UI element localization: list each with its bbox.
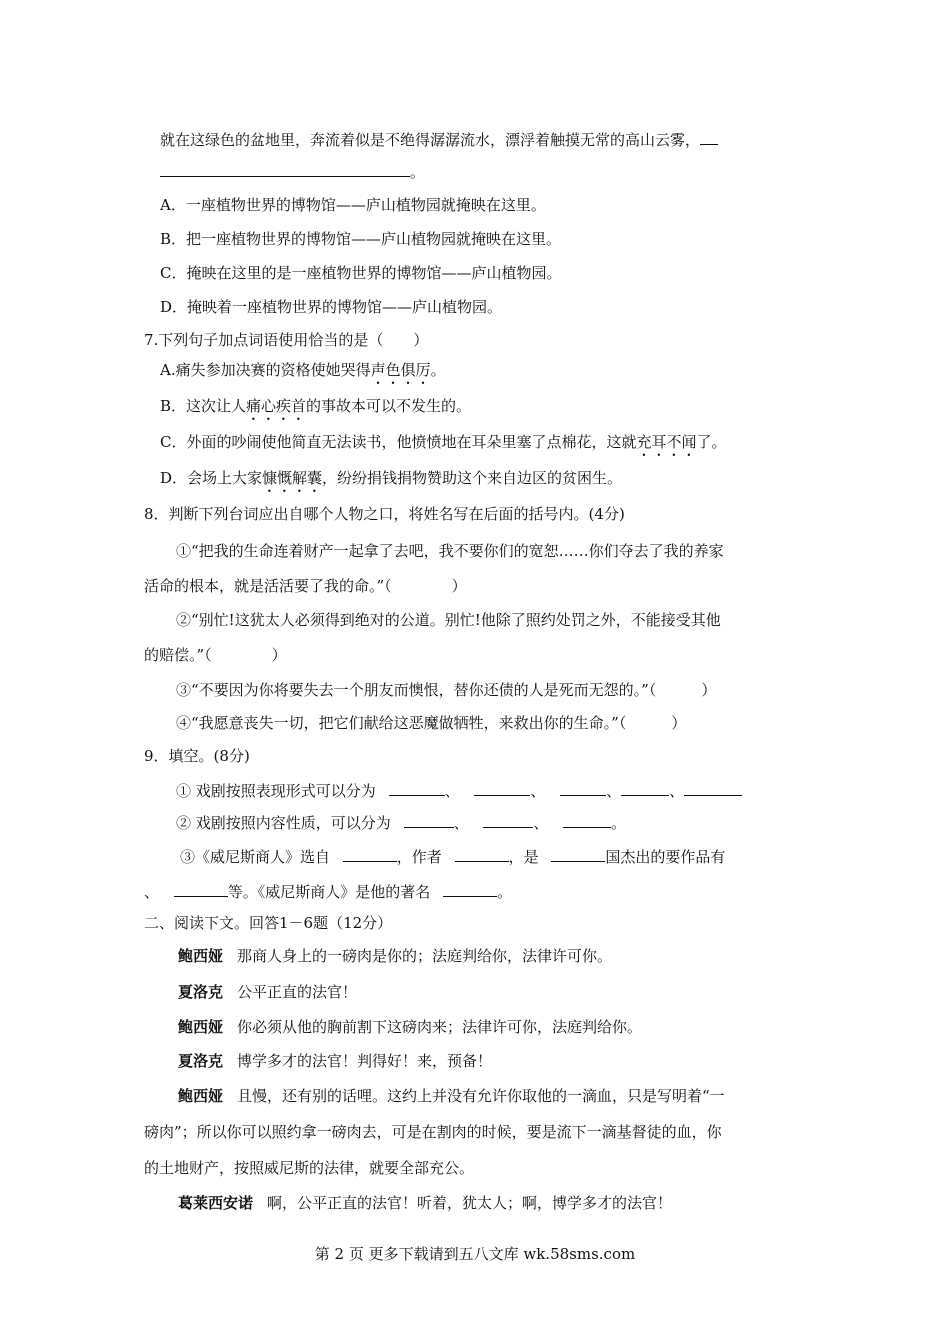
q8-quote-1-cont: 活命的根本，就是活活要了我的命。”（ ）: [144, 577, 467, 595]
q7-option-c: C．外面的吵闹使他简直无法读书，他愤愤地在耳朵里塞了点棉花，这就充耳不闻了。: [160, 433, 727, 451]
answer-blank[interactable]: [343, 845, 397, 862]
dialogue-line: 鲍西娅 那商人身上的一磅肉是你的；法庭判给你，法律许可你。: [178, 947, 613, 965]
speaker-name: 鲍西娅: [178, 1087, 224, 1105]
dotted-term: 充耳不闻: [636, 433, 697, 451]
dialogue-line: 葛莱西安诺 啊，公平正直的法官！听着，犹太人；啊，博学多才的法官！: [178, 1194, 673, 1212]
answer-blank[interactable]: [474, 779, 530, 796]
speaker-name: 夏洛克: [178, 1052, 224, 1070]
q7-option-d: D．会场上大家慷慨解囊，纷纷捐钱捐物赞助这个来自边区的贫困生。: [160, 469, 623, 487]
answer-blank[interactable]: [551, 845, 605, 862]
q9-line-3: ③《威尼斯商人》选自 ，作者 ，是 国杰出的要作品有: [180, 845, 725, 868]
dialogue-line: 夏洛克 博学多才的法官！判得好！来，预备！: [178, 1052, 493, 1070]
dialogue-line: 夏洛克 公平正直的法官！: [178, 983, 358, 1001]
speaker-name: 鲍西娅: [178, 1018, 224, 1036]
dotted-term: 慷慨解囊: [262, 469, 323, 487]
q9-line-1: ① 戏剧按照表现形式可以分为 、 、 、 、: [176, 779, 742, 802]
answer-blank[interactable]: [563, 811, 611, 828]
dialogue-cont: 的土地财产，按照威尼斯的法律，就要全部充公。: [144, 1159, 475, 1177]
answer-blank[interactable]: [483, 811, 533, 828]
speaker-name: 葛莱西安诺: [178, 1194, 254, 1212]
q6-option-c: C．掩映在这里的是一座植物世界的博物馆——庐山植物园。: [160, 264, 562, 282]
speaker-name: 鲍西娅: [178, 947, 224, 965]
q6-option-a: A．一座植物世界的博物馆——庐山植物园就掩映在这里。: [160, 196, 546, 214]
dialogue-cont: 磅肉”；所以你可以照约拿一磅肉去，可是在割肉的时候，要是流下一滴基督徒的血，你: [144, 1123, 722, 1141]
q8-quote-3: ③“不要因为你将要失去一个朋友而懊恨，替你还债的人是死而无怨的。”（ ）: [176, 681, 717, 699]
q8-title: 8．判断下列台词应出自哪个人物之口，将姓名写在后面的括号内。(4分): [144, 505, 625, 523]
answer-blank[interactable]: [174, 880, 228, 897]
q7-option-a: A.痛失参加决赛的资格使她哭得声色俱厉。: [160, 361, 446, 379]
speaker-name: 夏洛克: [178, 983, 224, 1001]
dialogue-line: 鲍西娅 你必须从他的胸前割下这磅肉来；法律许可你，法庭判给你。: [178, 1018, 643, 1036]
q8-quote-4: ④“我愿意丧失一切，把它们献给这恶魔做牺牲，来救出你的生命。”（ ）: [176, 714, 687, 732]
q9-title: 9．填空。(8分): [144, 747, 250, 765]
answer-blank[interactable]: [443, 880, 497, 897]
answer-blank[interactable]: [404, 811, 454, 828]
dialogue-line: 鲍西娅 且慢，还有别的话哩。这约上并没有允许你取他的一滴血，只是写明着“一: [178, 1087, 725, 1105]
q6-option-b: B．把一座植物世界的博物馆——庐山植物园就掩映在这里。: [160, 230, 562, 248]
q9-line-4: 、 等。《威尼斯商人》是他的著名 。: [144, 880, 512, 903]
answer-blank[interactable]: [621, 779, 669, 796]
q7-title: 7.下列句子加点词语使用恰当的是（ ）: [144, 331, 429, 349]
answer-blank[interactable]: [160, 160, 410, 177]
q7-option-b: B．这次让人痛心疾首的事故本可以不发生的。: [160, 397, 472, 415]
part2-title: 二、阅读下文。回答1－6题（12分）: [144, 914, 393, 932]
answer-blank[interactable]: [389, 779, 445, 796]
q8-quote-2: ②“别忙!这犹太人必须得到绝对的公道。别忙!他除了照约处罚之外，不能接受其他: [176, 611, 721, 629]
q6-stem: 就在这绿色的盆地里，奔流着似是不绝得潺潺流水，漂浮着触摸无常的高山云雾，: [160, 128, 718, 151]
dotted-term: 痛心疾首: [246, 397, 307, 415]
answer-blank[interactable]: [684, 779, 742, 796]
dotted-term: 声色俱厉: [370, 361, 431, 379]
page-footer: 第 2 页 更多下载请到五八文库 wk.58sms.com: [314, 1245, 636, 1263]
q9-line-2: ② 戏剧按照内容性质，可以分为 、 、 。: [176, 811, 626, 834]
q8-quote-1: ①“把我的生命连着财产一起拿了去吧，我不要你们的宽恕……你们夺去了我的养家: [176, 542, 724, 560]
answer-blank[interactable]: [560, 779, 606, 796]
q8-quote-2-cont: 的赔偿。”（ ）: [144, 646, 287, 664]
q6-option-d: D．掩映着一座植物世界的博物馆——庐山植物园。: [160, 298, 503, 316]
q6-stem-cont: 。: [160, 160, 425, 183]
answer-blank[interactable]: [700, 128, 718, 145]
answer-blank[interactable]: [455, 845, 509, 862]
